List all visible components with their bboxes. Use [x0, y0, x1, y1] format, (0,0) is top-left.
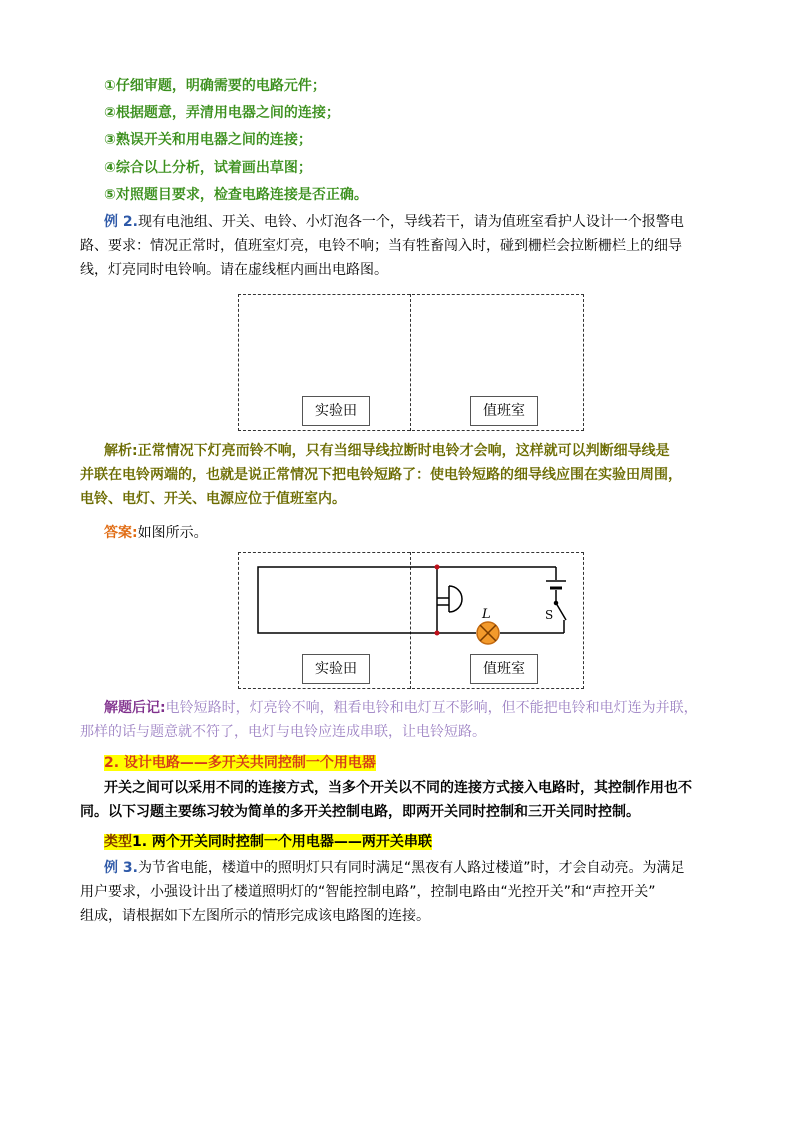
step-4: ④综合以上分析，试着画出草图；	[104, 160, 312, 176]
step-5: ⑤对照题目要求，检查电路连接是否正确。	[104, 187, 368, 203]
example-2-line-1: 现有电池组、开关、电铃、小灯泡各一个，导线若干，请为值班室看护人设计一个报警电	[137, 214, 684, 230]
lamp-symbol	[477, 622, 499, 644]
type-1-title: 1. 两个开关同时控制一个用电器——两开关串联	[132, 834, 432, 850]
section-2-line-2: 同。以下习题主要练习较为简单的多开关控制电路，即两开关同时控制和三开关同时控制。	[80, 804, 640, 820]
section-2-title: 2. 设计电路——多开关共同控制一个用电器	[104, 755, 376, 771]
fine-wire	[258, 567, 437, 633]
section-2-body	[80, 776, 724, 824]
bell-symbol	[437, 586, 462, 612]
post-note-line-1: 电铃短路时，灯亮铃不响，粗看电铃和电灯互不影响，但不能把电铃和电灯连为并联，	[165, 700, 698, 716]
example-2-line-3: 线，灯亮同时电铃响。请在虚线框内画出电路图。	[80, 262, 388, 278]
switch-symbol	[555, 602, 567, 621]
example-3-line-2: 用户要求，小强设计出了楼道照明灯的“智能控制电路”，控制电路由“光控开关”和“声控开关”	[80, 884, 656, 900]
step-1: ①仔细审题，明确需要的电路元件；	[104, 78, 326, 94]
example-2-label: 例 2.	[104, 214, 138, 230]
analysis-label: 解析:	[104, 443, 138, 459]
switch-label: S	[545, 608, 554, 622]
diagram-2-duty-room-label: 值班室	[470, 654, 538, 684]
step-2: ②根据题意，弄清用电器之间的连接；	[104, 105, 340, 121]
step-3: ③熟误开关和用电器之间的连接；	[104, 132, 312, 148]
diagram-1-duty-room-label: 值班室	[470, 396, 538, 426]
junction-node-top	[435, 565, 440, 570]
junction-node-bottom	[435, 631, 440, 636]
section-2-heading	[104, 753, 376, 773]
example-3-line-1: 为节省电能，楼道中的照明灯只有同时满足“黑夜有人路过楼道”时，才会自动亮。为满足	[137, 860, 685, 876]
lamp-label: L	[482, 607, 491, 622]
analysis-line-3: 电铃、电灯、开关、电源应位于值班室内。	[80, 491, 346, 507]
answer-label: 答案:	[104, 525, 138, 541]
answer-text: 如图所示。	[137, 525, 208, 541]
diagram-2-field-label: 实验田	[302, 654, 370, 684]
diagram-1-field-label: 实验田	[302, 396, 370, 426]
example-3-line-3: 组成，请根据如下左图所示的情形完成该电路图的连接。	[80, 908, 430, 924]
post-note-line-2: 那样的话与题意就不符了，电灯与电铃应连成串联，让电铃短路。	[80, 724, 486, 740]
analysis-line-1: 正常情况下灯亮而铃不响，只有当细导线拉断时电铃才会响，这样就可以判断细导线是	[137, 443, 670, 459]
battery-symbol	[546, 581, 566, 588]
type-1-label: 类型	[104, 834, 132, 850]
example-3-label: 例 3.	[104, 860, 138, 876]
section-2-line-1: 开关之间可以采用不同的连接方式，当多个开关以不同的连接方式接入电路时，其控制作用也不	[104, 780, 692, 796]
example-2-line-2: 路、要求：情况正常时，值班室灯亮，电铃不响；当有牲畜闯入时，碰到栅栏会拉断栅栏上的细导	[80, 238, 682, 254]
post-note-label: 解题后记:	[104, 700, 166, 716]
post-note	[80, 696, 724, 744]
analysis-line-2: 并联在电铃两端的，也就是说正常情况下把电铃短路了：使电铃短路的细导线应围在实验田周围，	[80, 467, 682, 483]
type-1-heading	[104, 832, 432, 852]
example-3	[80, 856, 724, 928]
